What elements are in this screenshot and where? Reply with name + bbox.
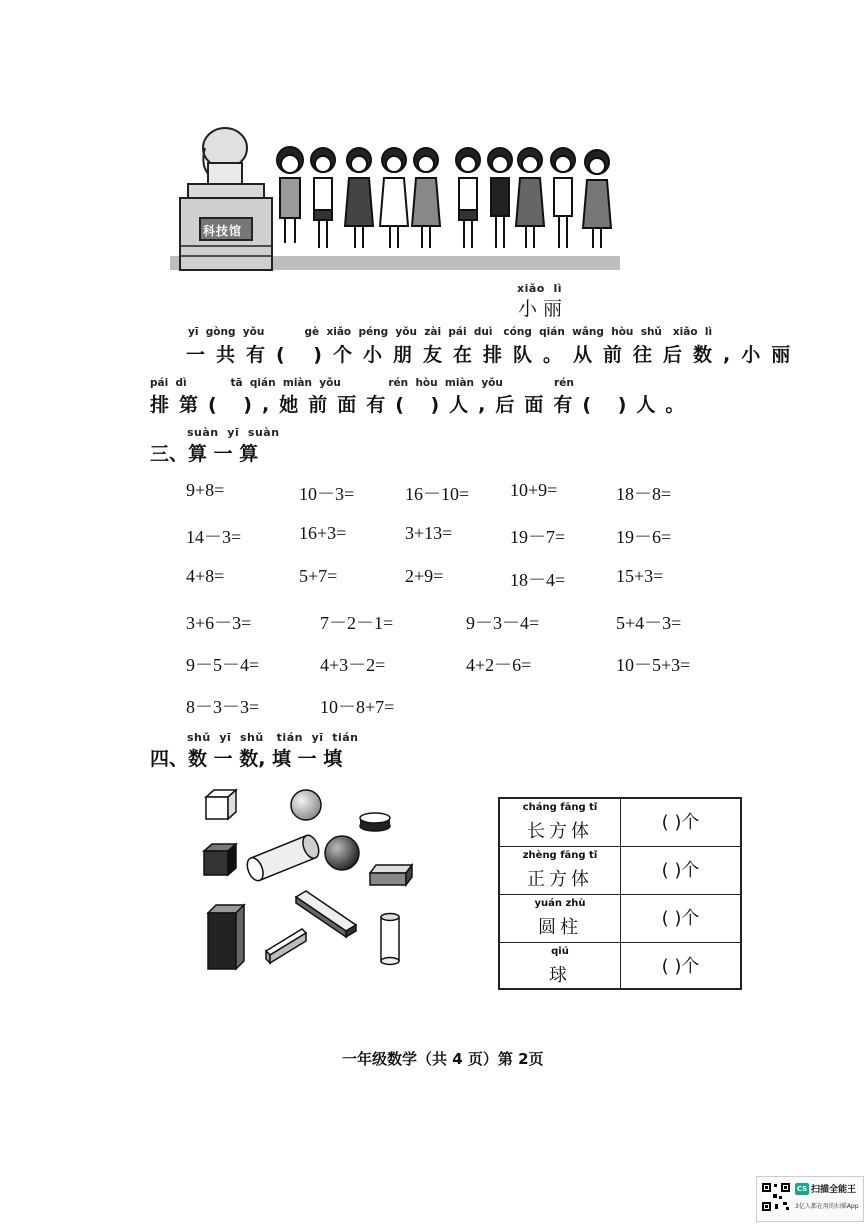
table-row <box>500 895 740 943</box>
shape-pinyin: cháng fāng tǐ <box>522 802 598 813</box>
shape-pinyin: qiú <box>551 946 569 957</box>
scanner-app-name: 扫描全能王 <box>811 1185 857 1195</box>
queue-illustration <box>170 118 620 283</box>
eq-r4c1: 3+6－3= <box>186 613 252 633</box>
eq-r2c4: 19－7= <box>510 527 566 547</box>
eq-r4c3: 9－3－4= <box>466 613 540 633</box>
name-label: 小 丽 <box>518 298 563 320</box>
eq-r6c2: 10－8+7= <box>320 697 395 717</box>
table-row <box>500 847 740 895</box>
section4-pinyin: shǔ yī shǔ tián yī tián <box>187 731 359 744</box>
cs-badge-icon: CS <box>796 1185 808 1193</box>
shape-name-cell <box>500 943 621 990</box>
shape-name-cell <box>500 799 621 846</box>
eq-r1c4: 10+9= <box>510 480 558 500</box>
shape-answer-blank[interactable]: ( )个 <box>661 812 700 833</box>
section3-pinyin: suàn yī suàn <box>187 426 280 439</box>
q2-line1-pinyin: yī gòng yǒu gè xiǎo péng yǒu zài pái duì cóng qián wǎng hòu shǔ xiǎo lì <box>188 326 713 338</box>
building-sign: 科技馆 <box>203 224 243 238</box>
scanner-app-tagline: 3亿人都在用的扫描App <box>795 1203 859 1210</box>
shape-pinyin: yuán zhù <box>534 898 586 909</box>
eq-r4c2: 7－2－1= <box>320 613 394 633</box>
eq-r2c2: 16+3= <box>299 523 347 543</box>
eq-r5c1: 9－5－4= <box>186 655 260 675</box>
eq-r3c5: 15+3= <box>616 566 664 586</box>
section4-title: 四、数 一 数, 填 一 填 <box>150 748 343 770</box>
shape-pinyin: zhèng fāng tǐ <box>522 850 598 861</box>
eq-r1c2: 10－3= <box>299 484 355 504</box>
eq-r3c3: 2+9= <box>405 566 444 586</box>
eq-r1c1: 9+8= <box>186 480 225 500</box>
solid-shapes-illustration <box>198 785 413 975</box>
qr-code-icon <box>761 1182 791 1212</box>
table-row <box>500 799 740 847</box>
eq-r4c4: 5+4－3= <box>616 613 682 633</box>
page-footer: 一年级数学（共 4 页）第 2页 <box>342 1050 544 1068</box>
shape-answer-blank[interactable]: ( )个 <box>661 860 700 881</box>
name-pinyin: xiǎo lì <box>517 282 563 295</box>
eq-r2c3: 3+13= <box>405 523 453 543</box>
eq-r5c2: 4+3－2= <box>320 655 386 675</box>
shape-label: 圆柱 <box>538 917 582 938</box>
eq-r3c2: 5+7= <box>299 566 338 586</box>
eq-r1c3: 16－10= <box>405 484 470 504</box>
eq-r5c3: 4+2－6= <box>466 655 532 675</box>
table-row <box>500 943 740 990</box>
eq-r3c1: 4+8= <box>186 566 225 586</box>
q2-line2-pinyin: pái dì tā qián miàn yǒu rén hòu miàn yǒu rén <box>150 377 574 389</box>
eq-r1c5: 18－8= <box>616 484 672 504</box>
eq-r2c5: 19－6= <box>616 527 672 547</box>
q2-line1-text: 一共有( )个小朋友在排队。从前往后数,小丽 <box>186 344 802 366</box>
eq-r6c1: 8－3－3= <box>186 697 260 717</box>
section3-title: 三、算 一 算 <box>150 443 259 465</box>
shape-name-cell <box>500 847 621 894</box>
q2-line2-text: 排第( ),她前面有( )人,后面有( )人。 <box>150 394 695 416</box>
eq-r3c4: 18－4= <box>510 570 566 590</box>
eq-r5c4: 10－5+3= <box>616 655 691 675</box>
eq-r2c1: 14－3= <box>186 527 242 547</box>
shape-label: 正方体 <box>527 869 593 890</box>
shape-answer-blank[interactable]: ( )个 <box>661 956 700 977</box>
shape-label: 长方体 <box>527 821 593 842</box>
shape-answer-blank[interactable]: ( )个 <box>661 908 700 929</box>
shape-name-cell <box>500 895 621 942</box>
scanner-watermark <box>756 1176 864 1222</box>
shape-count-table <box>498 797 742 990</box>
shape-label: 球 <box>549 965 571 986</box>
